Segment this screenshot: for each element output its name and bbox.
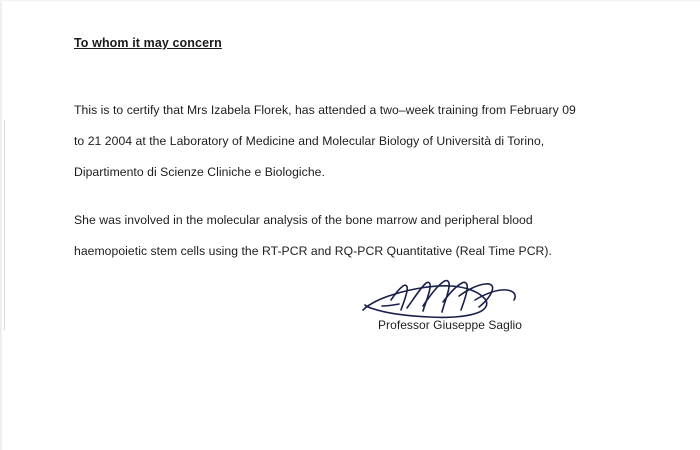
scan-edge-left bbox=[0, 0, 3, 450]
document-heading: To whom it may concern bbox=[74, 36, 222, 50]
scan-artifact-line bbox=[4, 120, 5, 330]
paragraph-one-line-2: to 21 2004 at the Laboratory of Medicine and Molecular Biology of Università di Torino, bbox=[74, 134, 545, 148]
paragraph-two-line-1: She was involved in the molecular analysis of the bone marrow and peripheral blood bbox=[74, 213, 533, 227]
scan-edge-top bbox=[0, 0, 700, 2]
paragraph-two bbox=[74, 205, 620, 267]
signature-block bbox=[355, 270, 605, 340]
paragraph-one bbox=[74, 95, 620, 188]
paragraph-one-line-3: Dipartimento di Scienze Cliniche e Biologiche. bbox=[74, 165, 325, 179]
paragraph-one-line-1: This is to certify that Mrs Izabela Florek, has attended a two–week training from February 09 bbox=[74, 103, 576, 117]
document-body bbox=[74, 28, 620, 267]
signatory-name: Professor Giuseppe Saglio bbox=[378, 318, 522, 332]
paragraph-two-line-2: haemopoietic stem cells using the RT-PCR and RQ-PCR Quantitative (Real Time PCR). bbox=[74, 244, 552, 258]
